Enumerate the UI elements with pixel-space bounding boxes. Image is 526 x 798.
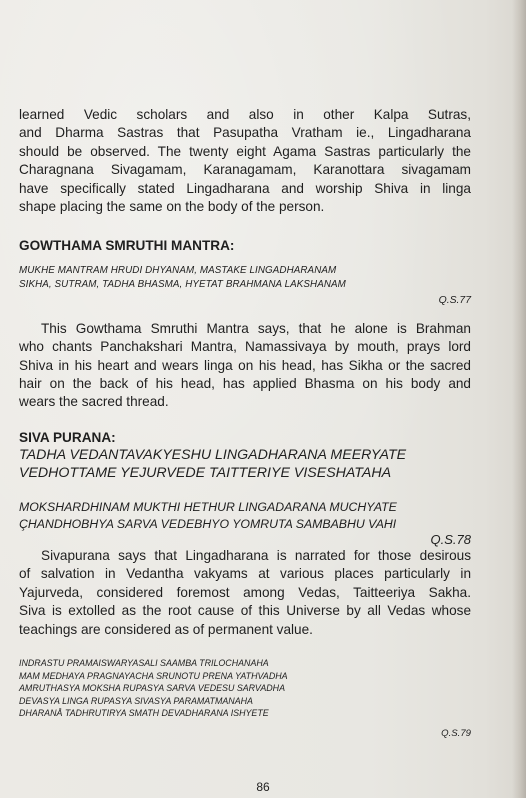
verse-line: DEVASYA LINGA RUPASYA SIVASYA PARAMATMANAHA [19, 695, 253, 706]
text-line: learned Vedic scholars and also in other Kalpa Sutras, [19, 107, 471, 122]
text-line: should be observed. The twenty eight Agama Sastras particularly the [19, 143, 471, 159]
verse-line: MOKSHARDHINAM MUKTHI HETHUR LINGADARANA MUCHYATE [19, 500, 397, 515]
section-heading-siva-purana: SIVA PURANA: [19, 429, 116, 445]
text-line: Charagnana Sivagamam, Karanagamam, Karanottara sivagamam [19, 162, 471, 178]
text-line: teachings are considered as of permanent value. [19, 621, 313, 637]
text-line: and Dharma Sastras that Pasupatha Vratham ie., Lingadharana [19, 125, 471, 141]
intro-paragraph [19, 106, 471, 216]
page-edge-shadow [512, 0, 526, 798]
verse-line: ÇHANDHOBHYA SARVA VEDEBHYO YOMRUTA SAMBABHU VAHI [19, 517, 397, 532]
verse-reference: Q.S.79 [441, 727, 471, 739]
siva-purana-verse-1 [19, 446, 471, 483]
text-line: shape placing the same on the body of the person. [19, 199, 325, 215]
text-line: This Gowthama Smruthi Mantra says, that he alone is Brahman [41, 320, 471, 336]
verse-line: DHARANÅ TADHRUTIRYA SMATH DEVADHARANA ISHYETE [19, 708, 269, 719]
siva-purana-verse-2 [19, 499, 471, 534]
page-number: 86 [256, 780, 270, 794]
text-line: who chants Panchakshari Mantra, Namassivaya by mouth, prays lord [19, 339, 471, 355]
verse-line: MUKHE MANTRAM HRUDI DHYANAM, MASTAKE LINGADHARANAM [19, 265, 337, 277]
siva-purana-paragraph [19, 547, 471, 639]
text-line: of salvation in Vedantha vakyams at various places particularly in [19, 566, 471, 582]
verse-line: SIKHA, SUTRAM, TADHA BHASMA, HYETAT BRAHMANA LAKSHANAM [19, 278, 346, 290]
siva-purana-verse-3 [19, 657, 471, 720]
text-line: Shiva in his heart and wears linga on his head, has Sikha or the sacred [19, 357, 471, 373]
text-line: Sivapurana says that Lingadharana is narrated for those desirous [41, 547, 471, 563]
text-line: Yajurveda, considered foremost among Vedas, Taitteeriya Sakha. [19, 584, 471, 600]
verse-line: VEDHOTTAME YEJURVEDE TAITTERIYE VISESHATAHA [19, 465, 392, 482]
text-line: Siva is extolled as the root cause of this Universe by all Vedas whose [19, 603, 471, 619]
text-line: wears the sacred thread. [19, 394, 169, 410]
verse-reference: Q.S.77 [438, 294, 471, 306]
gowthama-paragraph [19, 320, 471, 412]
verse-line: INDRASTU PRAMAISWARYASALI SAAMBA TRILOCHANAHA [19, 657, 269, 668]
text-line: have specifically stated Lingadharana and worship Shiva in linga [19, 180, 471, 196]
page-content [19, 106, 471, 739]
verse-reference: Q.S.78 [430, 531, 471, 547]
verse-line: AMRUTHASYA MOKSHA RUPASYA SARVA VEDESU SARVADHA [19, 683, 285, 694]
section-heading-gowthama: GOWTHAMA SMRUTHI MANTRA: [19, 238, 235, 254]
verse-line: TADHA VEDANTAVAKYESHU LINGADHARANA MEERYATE [19, 446, 407, 463]
verse-line: MAM MEDHAYA PRAGNAYACHA SRUNOTU PRENA YATHVADHA [19, 670, 288, 681]
gowthama-verse [19, 264, 471, 290]
text-line: hair on the back of his head, has applied Bhasma on his body and [19, 376, 471, 392]
